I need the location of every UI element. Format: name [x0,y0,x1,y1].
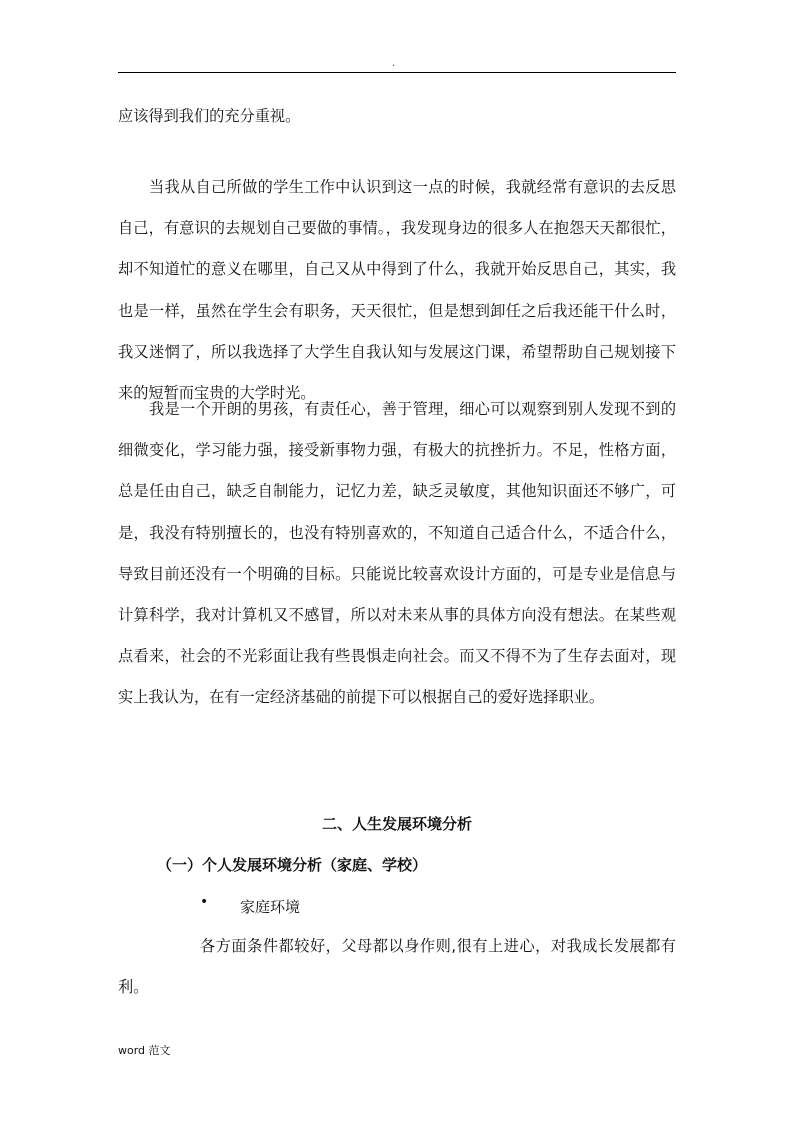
header-rule [118,72,676,73]
paragraph-self-assessment: 我是一个开朗的男孩，有责任心，善于管理，细心可以观察到别人发现不到的细微变化，学习能力强，接受新事物力强，有极大的抗挫折力。不足，性格方面，总是任由自己，缺乏自制能力，记忆力差，缺乏灵敏度，其他知识面还不够广，可是，我没有特别擅长的，也没有特别喜欢的，不知道自己适合什么，不适合什么，导致目前还没有一个明确的目标。只能说比较喜欢设计方面的，可是专业是信息与计算科学，我对计算机又不感冒，所以对未来从事的具体方向没有想法。在某些观点看来，社会的不光彩面让我有些畏惧走向社会。而又不得不为了生存去面对，现实上我认为，在有一定经济基础的前提下可以根据自己的爱好选择职业。 [118,400,676,707]
footer-label: word 范文 [118,1044,171,1057]
paragraph-family-environment: 各方面条件都较好，父母都以身作则,很有上进心，对我成长发展都有利。 [118,937,676,997]
paragraph-continuation: 应该得到我们的充分重视。 [118,107,301,125]
paragraph-self-reflection: 当我从自己所做的学生工作中认识到这一点的时候，我就经常有意识的去反思自己，有意识的去规划自己要做的事情。，我发现身边的很多人在抱怨天天都很忙，却不知道忙的意义在哪里，自己又从中得到了什么，我就开始反思自己，其实，我也是一样，虽然在学生会有职务，天天很忙，但是想到卸任之后我还能干什么时，我又迷惘了，所以我选择了大学生自我认知与发展这门课，希望帮助自己规划接下来的短暂而宝贵的大学时光。 [118,178,676,403]
header-mark: . [392,58,396,69]
bullet-label: 家庭环境 [240,898,301,916]
bullet-icon: • [200,894,209,910]
section-title: 二、人生发展环境分析 [321,815,472,833]
subsection-title: （一）个人发展环境分析（家庭、学校） [157,856,428,874]
